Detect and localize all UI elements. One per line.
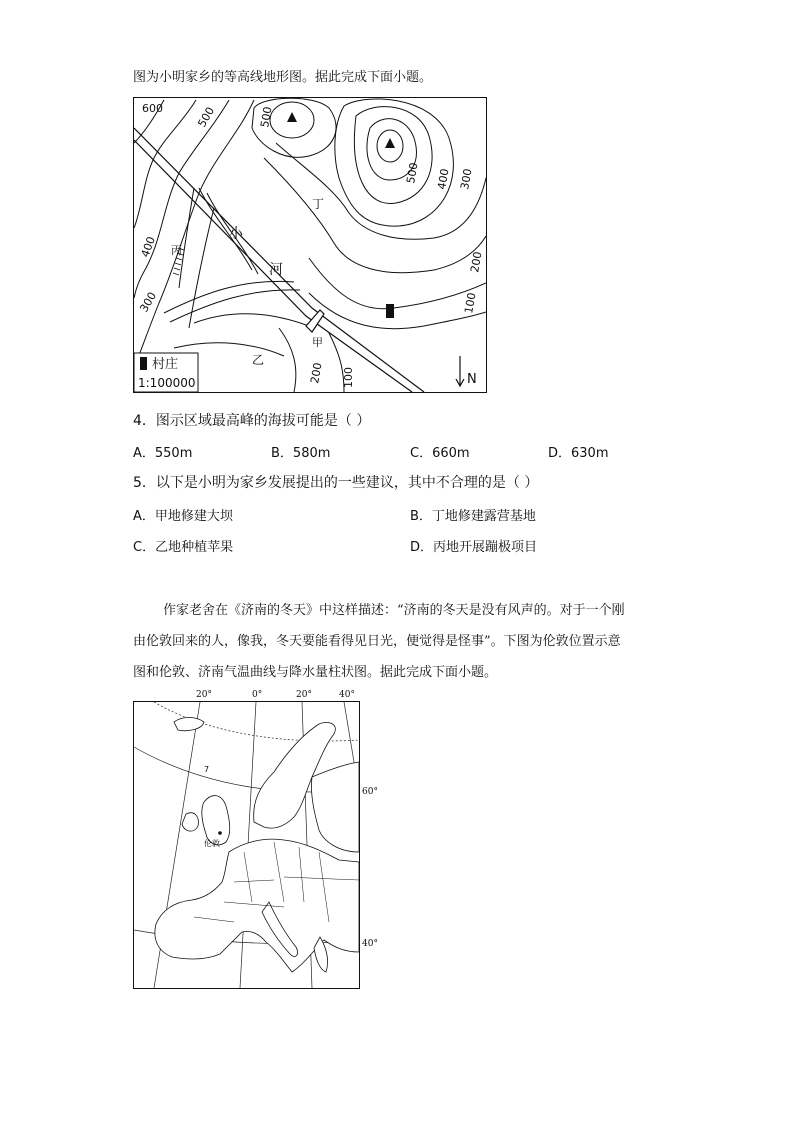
lon-label: 40° xyxy=(339,690,355,700)
contour-label: 400 xyxy=(435,167,452,191)
village-marker xyxy=(386,304,394,318)
contour-label: 300 xyxy=(137,289,160,315)
q4-option-b[interactable]: B．580m xyxy=(271,446,331,461)
label-bing: 丙 xyxy=(171,244,182,257)
north-label: N xyxy=(467,372,477,387)
intro-text: 图为小明家乡的等高线地形图。据此完成下面小题。 xyxy=(133,70,433,85)
label-ding: 丁 xyxy=(312,197,325,211)
intro2-line3: 图和伦敦、济南气温曲线与降水量柱状图。据此完成下面小题。 xyxy=(133,665,498,680)
lat-label: 60° xyxy=(362,787,378,797)
label-yi: 乙 xyxy=(252,353,265,367)
contour-map xyxy=(133,97,487,393)
intro2-line2: 由伦敦回来的人，像我，冬天要能看得见日光，便觉得是怪事”。下图为伦敦位置示意 xyxy=(133,634,621,649)
q4-option-a[interactable]: A．550m xyxy=(133,446,193,461)
bridge-symbol xyxy=(306,310,324,332)
contour-label: 500 xyxy=(258,105,275,129)
contour-label: 500 xyxy=(195,104,218,130)
label-jia: 甲 xyxy=(312,336,323,349)
q5-option-a[interactable]: A．甲地修建大坝 xyxy=(133,509,233,524)
lat-label: 40° xyxy=(362,939,378,949)
lon-label: 20° xyxy=(196,690,212,700)
contour-label: 200 xyxy=(468,250,485,274)
lon-label: 0° xyxy=(252,690,263,700)
sea-mark: 7 xyxy=(204,765,210,774)
q4-option-d[interactable]: D．630m xyxy=(548,446,609,461)
river-char-2: 河 xyxy=(269,262,283,278)
question-4: 4．图示区域最高峰的海拔可能是（ ） xyxy=(133,413,371,429)
europe-map-drawing xyxy=(134,702,359,988)
contour-label: 100 xyxy=(462,291,479,315)
q5-option-c[interactable]: C．乙地种植苹果 xyxy=(133,540,234,555)
contour-map-drawing xyxy=(134,98,486,392)
intro2-line1: 作家老舍在《济南的冬天》中这样描述：“济南的冬天是没有风声的。对于一个刚 xyxy=(163,603,625,618)
lon-label: 20° xyxy=(296,690,312,700)
q5-option-d[interactable]: D．丙地开展蹦极项目 xyxy=(410,540,538,555)
q4-option-c[interactable]: C．660m xyxy=(410,446,470,461)
river-char-1: 小 xyxy=(229,226,243,242)
q5-option-b[interactable]: B．丁地修建露营基地 xyxy=(410,509,536,524)
city-label-london: 伦敦 xyxy=(204,839,220,848)
scale-label: 1:100000 xyxy=(138,376,196,390)
contour-label: 400 xyxy=(138,234,159,260)
contour-label: 500 xyxy=(404,161,421,185)
contour-label: 200 xyxy=(308,361,325,385)
contour-label: 100 xyxy=(342,367,355,388)
europe-map xyxy=(133,701,360,989)
london-marker xyxy=(218,831,222,835)
peak-marker xyxy=(287,112,297,122)
question-5: 5．以下是小明为家乡发展提出的一些建议，其中不合理的是（ ） xyxy=(133,475,539,491)
contour-label: 300 xyxy=(458,167,475,191)
contour-label: 600 xyxy=(142,102,163,115)
legend-village-label: 村庄 xyxy=(152,357,179,372)
peak-marker xyxy=(385,138,395,148)
